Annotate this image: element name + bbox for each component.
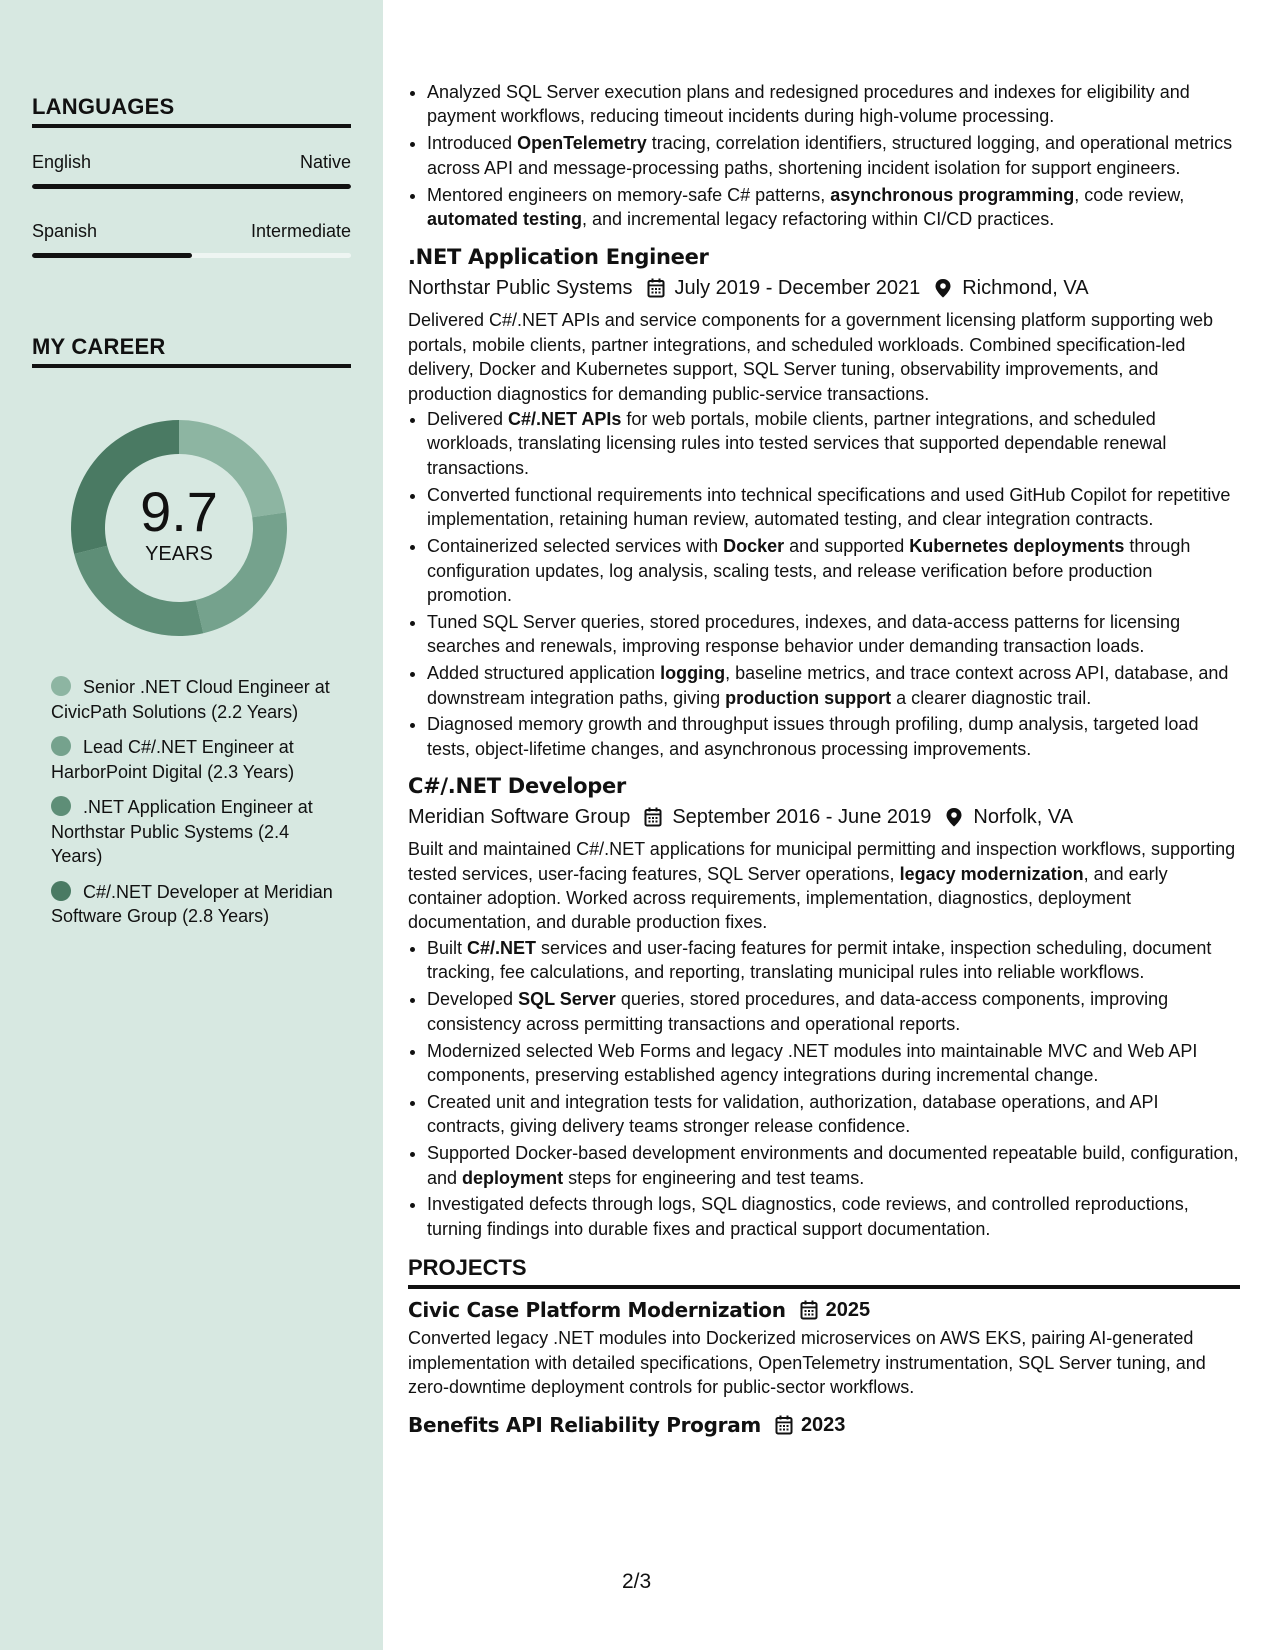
project-description: Converted legacy .NET modules into Dockerized microservices on AWS EKS, pairing AI-generated implementation with detailed specifications, OpenTelemetry instrumentation, SQL Server tuning, and zero-downtime deployment controls for public-sector workflows. [408, 1328, 1206, 1398]
project-item [408, 1296, 1240, 1399]
text-run: Diagnosed memory growth and throughput issues through profiling, dump analysis, targeted load tests, object-lifetime changes, and asynchronous processing improvements. [427, 714, 1199, 759]
language-bar-fill [32, 184, 351, 189]
location-pin-icon [934, 278, 952, 298]
project-item [408, 1411, 1240, 1439]
text-run: a clearer diagnostic trail. [891, 687, 1092, 708]
legend-dot [51, 881, 71, 901]
text-run: services and user-facing features for permit intake, inspection scheduling, document tracking, fee calculations, and reporting, translating municipal rules into reliable workflows. [427, 937, 1212, 983]
bullet-item [427, 131, 1240, 180]
job-location: Richmond, VA [962, 277, 1089, 300]
text-run: Supported Docker-based development environments and documented repeatable build, configuration, and [427, 1143, 1239, 1188]
donut-center [66, 415, 292, 641]
bullet-item [427, 1192, 1240, 1241]
text-run: Built [427, 937, 468, 958]
bullet-item [427, 1141, 1240, 1190]
bullet-item [427, 483, 1240, 532]
career-legend-text: Senior .NET Cloud Engineer at CivicPath Solutions (2.2 Years) [51, 677, 330, 722]
languages-heading: LANGUAGES [32, 94, 351, 128]
text-run: Modernized selected Web Forms and legacy .NET modules into maintainable MVC and Web API components, preserving established agency integrations during incremental change. [427, 1040, 1198, 1085]
bold-keyword: logging [660, 663, 726, 684]
bullet-item [427, 407, 1240, 480]
bullet-item [427, 936, 1240, 985]
bold-keyword: SQL Server [518, 989, 616, 1010]
career-total-unit: YEARS [145, 542, 213, 565]
bold-keyword: asynchronous programming [830, 184, 1075, 205]
text-run: , code review, [1074, 184, 1185, 205]
bullet-item [427, 987, 1240, 1036]
text-run: , and incremental legacy refactoring within CI/CD practices. [582, 209, 1055, 230]
job-meta [408, 274, 1240, 302]
bold-keyword: C#/.NET [467, 937, 537, 958]
language-name: Spanish [32, 221, 98, 241]
text-run: Analyzed SQL Server execution plans and redesigned procedures and indexes for eligibility and payment workflows, reducing timeout incidents during high-volume processing. [427, 82, 1190, 127]
text-run: Investigated defects through logs, SQL diagnostics, code reviews, and controlled reproductions, turning findings into durable fixes and practical support documentation. [427, 1194, 1189, 1239]
sidebar [0, 0, 383, 1650]
career-total-value: 9.7 [140, 479, 218, 543]
bullet-item [427, 534, 1240, 607]
job-company: Northstar Public Systems [408, 277, 633, 300]
career-legend-item [51, 880, 341, 929]
career-donut-chart [66, 415, 292, 641]
project-title: Civic Case Platform Modernization [408, 1298, 786, 1323]
previous-job-bullets [408, 80, 1240, 231]
text-run: Added structured application [427, 663, 661, 684]
bullet-item [427, 183, 1240, 232]
calendar-icon [647, 278, 665, 298]
calendar-icon [800, 1300, 818, 1320]
bold-keyword: legacy modernization [899, 863, 1084, 884]
text-run: Introduced [427, 133, 518, 154]
job-dates: September 2016 - June 2019 [672, 806, 932, 829]
job-title: C#/.NET Developer [408, 774, 626, 799]
text-run: queries, stored procedures, and data-access components, improving consistency across permitting transactions and operational reports. [427, 989, 1169, 1034]
text-run: Developed [427, 989, 519, 1010]
language-row-english [32, 152, 351, 173]
career-legend [51, 675, 341, 940]
text-run: steps for engineering and test teams. [563, 1167, 865, 1188]
career-legend-text: C#/.NET Developer at Meridian Software Group (2.8 Years) [51, 881, 333, 926]
legend-dot [51, 736, 71, 756]
job-northstar [408, 243, 1240, 761]
text-run: , and early container adoption. Worked across requirements, implementation, diagnostics, deployment documentation, and durable production fixes. [408, 863, 1168, 933]
bold-keyword: Kubernetes deployments [909, 536, 1125, 557]
job-dates: July 2019 - December 2021 [674, 277, 921, 300]
project-year: 2023 [800, 1414, 846, 1437]
project-title: Benefits API Reliability Program [408, 1413, 761, 1438]
bold-keyword: C#/.NET APIs [508, 409, 622, 430]
career-heading: MY CAREER [32, 334, 351, 368]
language-bar-english [32, 184, 351, 189]
project-title-row [408, 1411, 1240, 1439]
text-run: Created unit and integration tests for validation, authorization, database operations, and API contracts, giving delivery teams stronger release confidence. [427, 1091, 1159, 1137]
career-legend-text: .NET Application Engineer at Northstar Public Systems (2.4 Years) [51, 797, 313, 866]
language-level: Intermediate [250, 221, 351, 241]
text-run: Mentored engineers on memory-safe C# patterns, [427, 184, 831, 205]
text-run: Tuned SQL Server queries, stored procedures, indexes, and data-access patterns for licensing searches and renewals, improving response behavior under demanding transaction loads. [427, 611, 1181, 657]
text-run: for web portals, mobile clients, partner integrations, and scheduled workloads, translating licensing rules into tested services that supported dependable renewal transactions. [427, 409, 1167, 478]
job-title: .NET Application Engineer [408, 245, 709, 270]
bullet-item [427, 661, 1240, 710]
language-row-spanish [32, 221, 351, 242]
bold-keyword: Docker [723, 536, 785, 557]
calendar-icon [644, 807, 662, 827]
career-legend-text: Lead C#/.NET Engineer at HarborPoint Digital (2.3 Years) [51, 737, 295, 782]
text-run: Converted functional requirements into technical specifications and used GitHub Copilot for repetitive implementation, retaining human review, automated testing, and clear integration contracts. [427, 484, 1231, 530]
career-legend-item [51, 795, 341, 869]
legend-dot [51, 796, 71, 816]
job-meridian [408, 772, 1240, 1241]
legend-dot [51, 676, 71, 696]
text-run: Containerized selected services with [427, 536, 724, 557]
language-bar-fill [32, 253, 192, 258]
project-year: 2025 [825, 1299, 871, 1322]
main-content [408, 0, 1240, 1439]
job-summary: Delivered C#/.NET APIs and service components for a government licensing platform supporting web portals, mobile clients, partner integrations, and scheduled workloads. Combined specification-led delivery, Docker and Kubernetes support, SQL Server tuning, observability improvements, and production diagnostics for demanding public-service transactions. [408, 310, 1214, 404]
text-run: through configuration updates, log analysis, scaling tests, and release verification before production promotion. [427, 536, 1191, 605]
language-level: Native [299, 152, 351, 172]
bold-keyword: production support [725, 687, 892, 708]
job-company: Meridian Software Group [408, 806, 631, 829]
bold-keyword: automated testing [427, 209, 583, 230]
bullet-item [427, 1039, 1240, 1088]
text-run: tracing, correlation identifiers, structured logging, and operational metrics across API and message-processing paths, shortening incident isolation for support engineers. [427, 133, 1233, 178]
job-bullets [408, 936, 1240, 1241]
text-run: and supported [784, 536, 910, 557]
bold-keyword: OpenTelemetry [517, 133, 647, 154]
job-summary [408, 837, 1240, 935]
bullet-item [427, 80, 1240, 129]
page-number: 2/3 [622, 1570, 652, 1593]
job-bullets [408, 407, 1240, 761]
language-bar-spanish [32, 253, 351, 258]
career-legend-item [51, 735, 341, 784]
bullet-item [427, 1090, 1240, 1139]
location-pin-icon [945, 807, 963, 827]
job-meta [408, 803, 1240, 831]
calendar-icon [775, 1415, 793, 1435]
language-name: English [32, 152, 92, 172]
career-legend-item [51, 675, 341, 724]
bullet-item [427, 712, 1240, 761]
text-run: Built and maintained C#/.NET applications for municipal permitting and inspection workflows, supporting tested services, user-facing features, SQL Server operations, [408, 839, 1236, 884]
job-location: Norfolk, VA [973, 806, 1074, 829]
projects-heading: PROJECTS [408, 1255, 1240, 1289]
bullet-item [427, 610, 1240, 659]
project-title-row [408, 1296, 1240, 1324]
text-run: Delivered [427, 409, 509, 430]
bold-keyword: deployment [462, 1167, 564, 1188]
text-run: , baseline metrics, and trace context across API, database, and downstream integration paths, giving [427, 663, 1229, 708]
